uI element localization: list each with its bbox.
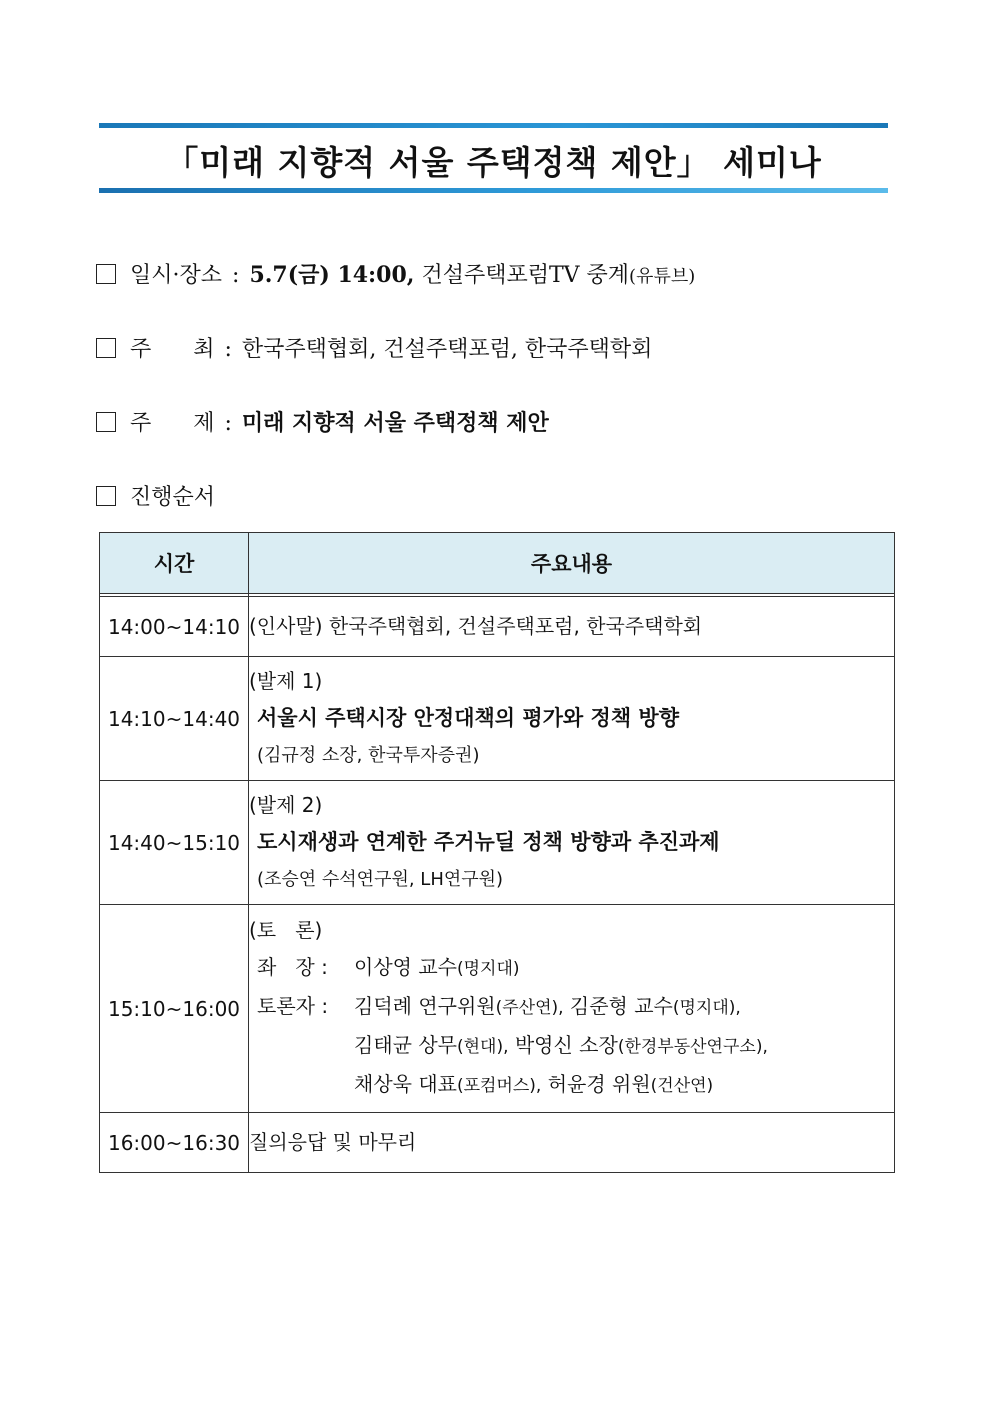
checkbox-square-icon (96, 412, 116, 432)
row-time: 15:10~16:00 (100, 905, 249, 1113)
theme-label: 주 제 (130, 411, 215, 436)
info-host: 주 최 : 한국주택협회, 건설주택포럼, 한국주택학회 (96, 332, 652, 363)
page-title: 「미래 지향적 서울 주택정책 제안」 세미나 (165, 143, 822, 182)
chair-line: 좌 장 : 이상영 교수(명지대) (257, 955, 520, 979)
title-banner (99, 123, 888, 193)
row-content (249, 657, 895, 781)
row-time: 14:40~15:10 (100, 781, 249, 905)
row-content: 질의응답 및 마무리 (249, 1113, 895, 1173)
panel-line: 채상욱 대표(포컴머스), 허윤경 위원(건산연) (354, 1072, 714, 1096)
program-label: 진행순서 (130, 485, 216, 510)
row-content: (인사말) 한국주택협회, 건설주택포럼, 한국주택학회 (249, 597, 895, 657)
presenter: (조승연 수석연구원, LH연구원) (257, 869, 504, 890)
presenter: (김규정 소장, 한국투자증권) (257, 745, 480, 766)
panel-line: 김태균 상무(현대), 박영신 소장(한경부동산연구소), (354, 1033, 768, 1057)
presentation-tag: (발제 2) (249, 793, 323, 817)
checkbox-square-icon (96, 338, 116, 358)
discussion-tag: (토 론) (249, 918, 323, 942)
table-row (100, 657, 895, 781)
row-time: 14:10~14:40 (100, 657, 249, 781)
venue-value: 건설주택포럼TV 중계 (421, 263, 630, 288)
table-row (100, 781, 895, 905)
presentation-tag: (발제 1) (249, 669, 323, 693)
schedule-table (99, 532, 895, 1173)
host-value: 한국주택협회, 건설주택포럼, 한국주택학회 (241, 337, 653, 362)
row-content (249, 905, 895, 1113)
header-time: 시간 (100, 533, 249, 594)
info-theme: 주 제 : 미래 지향적 서울 주택정책 제안 (96, 406, 549, 437)
presentation-topic: 서울시 주택시장 안정대책의 평가와 정책 방향 (257, 706, 679, 730)
title-bottom-rule (99, 188, 888, 193)
title-top-rule (99, 123, 888, 128)
venue-note: (유튜브) (629, 266, 696, 287)
info-program (96, 480, 215, 511)
table-row (100, 905, 895, 1113)
info-datetime: 일시·장소 : 5.7(금) 14:00, 건설주택포럼TV 중계(유튜브) (96, 258, 695, 289)
table-header-row (100, 533, 895, 594)
datetime-value: 5.7(금) 14:00, (249, 262, 415, 288)
datetime-label: 일시·장소 (130, 263, 223, 288)
table-row (100, 597, 895, 657)
presentation-topic: 도시재생과 연계한 주거뉴딜 정책 방향과 추진과제 (257, 830, 720, 854)
row-time: 16:00~16:30 (100, 1113, 249, 1173)
host-label: 주 최 (130, 337, 215, 362)
header-content: 주요내용 (249, 533, 895, 594)
row-content (249, 781, 895, 905)
checkbox-square-icon (96, 264, 116, 284)
table-row (100, 1113, 895, 1173)
row-time: 14:00~14:10 (100, 597, 249, 657)
theme-value: 미래 지향적 서울 주택정책 제안 (241, 410, 549, 436)
panel-line: 토론자 : 김덕례 연구위원(주산연), 김준형 교수(명지대), (257, 994, 741, 1018)
checkbox-square-icon (96, 486, 116, 506)
